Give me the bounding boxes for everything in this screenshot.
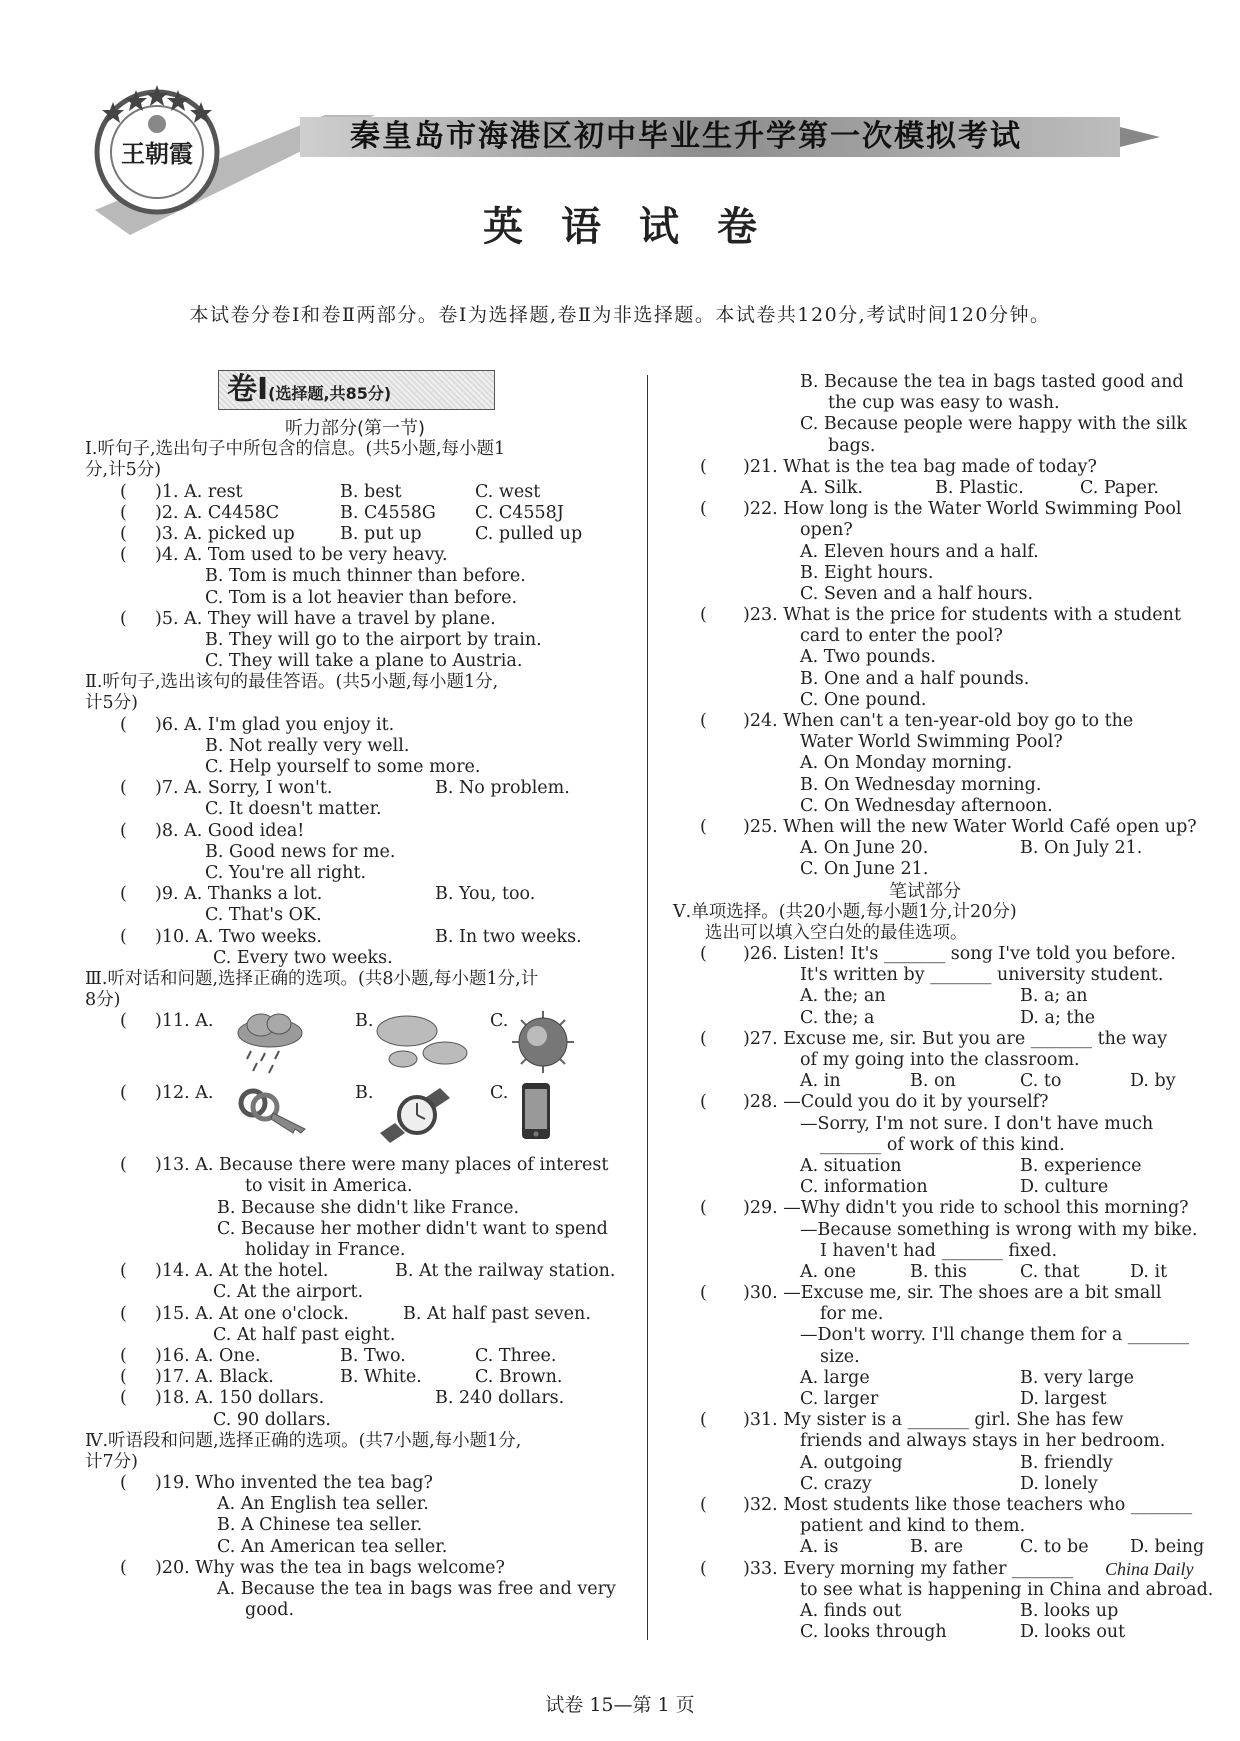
phone-icon xyxy=(520,1081,552,1141)
rain-cloud-icon xyxy=(235,1011,305,1075)
question-32: ( )32. Most students like those teachers who _______ xyxy=(700,1494,1193,1515)
left-column: 卷Ⅰ(选择题,共85分) 听力部分(第一节) Ⅰ.听句子,选出句子中所包含的信息。(共5小题,每小题1 分,计5分) ( )1. A. rest B. best C. west ( )2. A. C4458C B. C4558G C. C4558J ( )3. A. picked up B. put up C. pulled up ( )4. A. Tom used to be very heavy. B. Tom is much thinner than before. C. Tom is a lot heavier than before. ( )5. A. They will have a travel by plane. B. They will go to the airport by train. C. They will take a plane to Austria. Ⅱ.听句子,选出该句的最佳答语。(共5小题,每小题1分, 计5分) ( )6. A. I'm glad you enjoy it. B. Not really very well. C. Help yourself to some more. ( )7. A. Sorry, I won't. B. No problem. C. It doesn't matter. ( )8. A. Good idea! B. Good news for me. C. You're all right. ( )9. A. Thanks a lot. B. You, too. C. That's OK. ( )10. A. Two weeks. B. In two weeks. C. Every two weeks. Ⅲ.听对话和问题,选择正确的选项。(共8小题,每小题1分,计 8分) ( )11. A. B. C. ( )12. A. B. C. ( )13. A. Because there were many places of interest to visit in America. B. Because she didn't like France. C. Because her mother didn't want to spend holiday in France. ( )14. A. At the hotel. B. At the railway station. C. At the airport. ( )15. A. At one o'clock. B. At half past seven. C. At half past eight. ( )16. A. One. B. Two. C. Three. ( )17. A. Black. B. White. C. Brown. ( )18. A. 150 dollars. B. 240 dollars. C. 90 dollars. Ⅳ.听语段和问题,选择正确的选项。(共7小题,每小题1分, 计7分) ( )19. Who invented the tea bag? A. An English tea seller. B. A Chinese tea seller. C. An American tea seller. ( )20. Why was the tea in bags welcome? A. Because the tea in bags was free and very good. xyxy=(85,370,625,1621)
question-25: ( )25. When will the new Water World Café open up? xyxy=(700,816,1197,837)
question-19: ( )19. Who invented the tea bag? xyxy=(120,1473,433,1494)
juan1-badge: 卷Ⅰ(选择题,共85分) xyxy=(218,370,495,410)
question-9: ( )9. A. Thanks a lot. B. You, too. xyxy=(120,884,536,905)
exam-title-banner xyxy=(300,117,1150,157)
section-2-heading: Ⅱ.听句子,选出该句的最佳答语。(共5小题,每小题1分, xyxy=(85,672,499,693)
question-1: ( )1. A. rest B. best C. west xyxy=(120,481,541,502)
question-4: ( )4. A. Tom used to be very heavy. xyxy=(120,545,448,566)
listening-title: 听力部分(第一节) xyxy=(284,418,426,439)
exam-title: 秦皇岛市海港区初中毕业生升学第一次模拟考试 xyxy=(350,119,1022,154)
sun-icon xyxy=(510,1009,576,1075)
svg-text:王朝霞: 王朝霞 xyxy=(121,139,193,168)
question-20: ( )20. Why was the tea in bags welcome? xyxy=(120,1557,505,1578)
question-12: ( )12. A. B. C. xyxy=(85,1083,625,1155)
question-29: ( )29. —Why didn't you ride to school this morning? xyxy=(700,1198,1189,1219)
question-3: ( )3. A. picked up B. put up C. pulled up xyxy=(120,523,583,544)
question-16: ( )16. A. One. B. Two. C. Three. xyxy=(120,1345,557,1366)
question-14: ( )14. A. At the hotel. B. At the railway station. xyxy=(120,1261,616,1282)
question-31: ( )31. My sister is a _______ girl. She has few xyxy=(700,1410,1124,1431)
question-5: ( )5. A. They will have a travel by plane. xyxy=(120,608,496,629)
section-5-heading: Ⅴ.单项选择。(共20小题,每小题1分,计20分) xyxy=(673,901,1017,922)
subject-title: 英语试卷 xyxy=(483,203,795,250)
right-column: B. Because the tea in bags tasted good and the cup was easy to wash. C. Because people were happy with the silk bags. ( )21. What is the tea bag made of today? A. Silk. B. Plastic. C. Paper. ( )22. How long is the Water World Swimming Pool open? A. Eleven hours and a half. B. Eight hours. C. Seven and a half hours. ( )23. What is the price for students with a student card to enter the pool? A. Two pounds. B. One and a half pounds. C. One pound. ( )24. When can't a ten-year-old boy go to the Water World Swimming Pool? A. On Monday morning. B. On Wednesday morning. C. On Wednesday afternoon. ( )25. When will the new Water World Café open up? A. On June 20. B. On July 21. C. On June 21. 笔试部分 Ⅴ.单项选择。(共20小题,每小题1分,计20分) 选出可以填入空白处的最佳选项。 ( )26. Listen! It's _______ song I've told you before. It's written by _______ university student. A. the; an B. a; an C. the; a D. a; the ( )27. Excuse me, sir. But you are _______ the way of my going into the classroom. A. in B. on C. to D. by ( )28. —Could you do it by yourself? —Sorry, I'm not sure. I don't have much _______ of work of this kind. A. situation B. experience C. information D. culture ( )29. —Why didn't you ride to school this morning? —Because something is wrong with my bike. I haven't had _______ fixed. A. one B. this C. that D. it ( )30. —Excuse me, sir. The shoes are a bit small for me. —Don't worry. I'll change them for a _______ size. A. large B. very large C. larger D. largest ( )31. My sister is a _______ girl. She has few friends and always stays in her bedroom. A. outgoing B. friendly C. crazy D. lonely ( )32. Most students like those teachers who _______ patient and kind to them. A. is B. are C. to be D. being ( )33. Every morning my father _______ China Daily to see what is happening in China and abroad. A. finds out B. looks up C. looks through D. looks out xyxy=(665,372,1205,1643)
keys-icon xyxy=(235,1085,310,1135)
question-17: ( )17. A. Black. B. White. C. Brown. xyxy=(120,1367,563,1388)
question-24: ( )24. When can't a ten-year-old boy go to the xyxy=(700,711,1134,731)
written-part-title: 笔试部分 xyxy=(889,880,961,902)
question-15: ( )15. A. At one o'clock. B. At half past seven. xyxy=(120,1303,591,1324)
question-8: ( )8. A. Good idea! xyxy=(120,820,305,841)
section-3-heading: Ⅲ.听对话和问题,选择正确的选项。(共8小题,每小题1分,计 xyxy=(85,968,539,989)
page-footer: 试卷 15—第 1 页 xyxy=(545,1694,695,1716)
question-2: ( )2. A. C4458C B. C4558G C. C4558J xyxy=(120,502,564,523)
question-13: ( )13. A. Because there were many places of interest xyxy=(120,1155,609,1176)
question-26: ( )26. Listen! It's _______ song I've told you before. xyxy=(700,944,1176,965)
section-1-heading: Ⅰ.听句子,选出句子中所包含的信息。(共5小题,每小题1 xyxy=(85,439,506,460)
section-4-heading: Ⅳ.听语段和问题,选择正确的选项。(共7小题,每小题1分, xyxy=(85,1430,522,1451)
question-18: ( )18. A. 150 dollars. B. 240 dollars. xyxy=(120,1388,565,1409)
question-6: ( )6. A. I'm glad you enjoy it. xyxy=(120,714,395,735)
question-28: ( )28. —Could you do it by yourself? xyxy=(700,1092,1049,1113)
question-33: ( )33. Every morning my father _______ China Daily xyxy=(700,1558,1194,1579)
question-22: ( )22. How long is the Water World Swimming Pool xyxy=(700,499,1182,520)
watch-icon xyxy=(375,1083,455,1143)
question-27: ( )27. Excuse me, sir. But you are _______ the way xyxy=(700,1028,1168,1049)
question-10: ( )10. A. Two weeks. B. In two weeks. xyxy=(120,926,582,947)
column-divider xyxy=(647,375,648,1640)
question-30: ( )30. —Excuse me, sir. The shoes are a bit small xyxy=(700,1283,1162,1304)
question-11: ( )11. A. B. C. xyxy=(85,1011,625,1083)
question-7: ( )7. A. Sorry, I won't. B. No problem. xyxy=(120,778,570,799)
exam-instructions: 本试卷分卷Ⅰ和卷Ⅱ两部分。卷Ⅰ为选择题,卷Ⅱ为非选择题。本试卷共120分,考试时间120分钟。 xyxy=(189,304,1051,326)
cloudy-icon xyxy=(375,1011,470,1075)
question-21: ( )21. What is the tea bag made of today? xyxy=(700,456,1097,477)
question-23: ( )23. What is the price for students with a student xyxy=(700,605,1181,626)
